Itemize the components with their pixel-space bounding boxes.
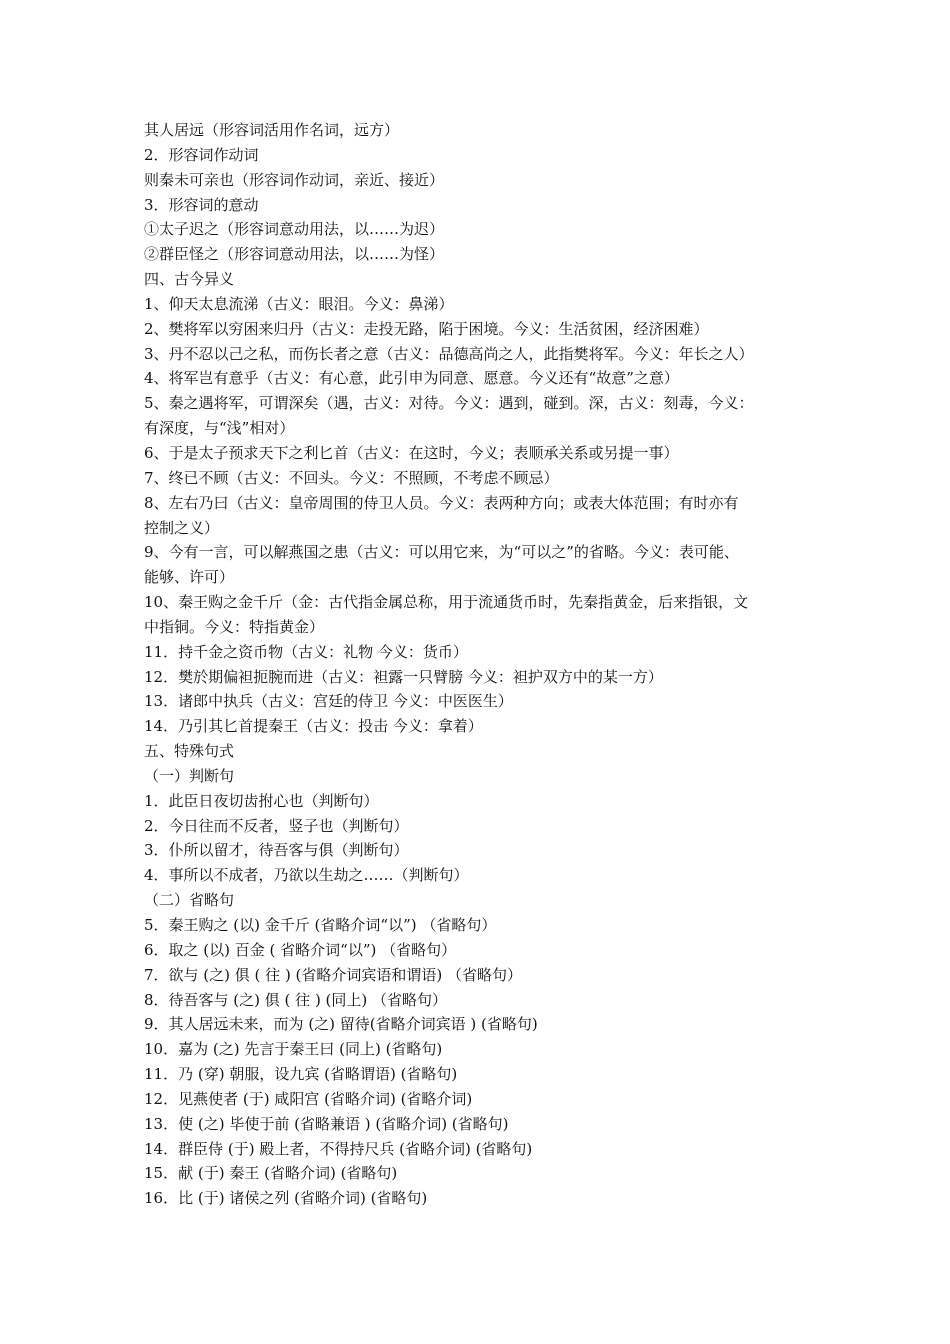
section-heading: 五、特殊句式	[144, 742, 235, 761]
list-item-continuation: 中指铜。今义：特指黄金）	[144, 617, 325, 636]
list-item: 9、今有一言，可以解燕国之患（古义：可以用它来，为“可以之”的省略。今义：表可能、	[144, 543, 739, 562]
document-body	[144, 118, 809, 1211]
list-item: 10．嘉为 (之) 先言于秦王曰 (同上) (省略句)	[144, 1040, 443, 1059]
list-item: 16．比 (于) 诸侯之列 (省略介词) (省略句)	[144, 1189, 428, 1208]
list-item: 4．事所以不成者，乃欲以生劫之……（判断句）	[144, 866, 469, 885]
list-item-continuation: 控制之义）	[144, 518, 220, 537]
list-item: 11．持千金之资币物（古义：礼物 今义：货币）	[144, 642, 468, 661]
list-item: 2．今日往而不反者，竖子也（判断句）	[144, 816, 409, 835]
list-item: 15．献 (于) 秦王 (省略介词) (省略句)	[144, 1164, 398, 1183]
section-heading: 四、古今异义	[144, 270, 235, 289]
list-item: 14．群臣侍 (于) 殿上者，不得持尺兵 (省略介词) (省略句)	[144, 1139, 533, 1158]
list-item: 13．诸郎中执兵（古义：宫廷的侍卫 今义：中医医生）	[144, 692, 513, 711]
list-item-continuation: 能够、许可）	[144, 568, 235, 587]
list-item: 4、将军岂有意乎（古义：有心意，此引申为同意、愿意。今义还有“故意”之意）	[144, 369, 679, 388]
list-item: 8．待吾客与 (之) 俱 ( 往 ) (同上) （省略句）	[144, 990, 448, 1009]
list-item: 9．其人居远未来，而为 (之) 留待(省略介词宾语 ) (省略句)	[144, 1015, 538, 1034]
list-item: 6．取之 (以) 百金 ( 省略介词“以”) （省略句）	[144, 940, 457, 959]
list-item: 12．见燕使者 (于) 咸阳宫 (省略介词) (省略介词)	[144, 1089, 473, 1108]
list-item: 8、左右乃曰（古义：皇帝周围的侍卫人员。今义：表两种方向；或表大体范围；有时亦有	[144, 493, 739, 512]
subsection-heading: （二）省略句	[144, 891, 235, 910]
list-item: 13．使 (之) 毕使于前 (省略兼语 ) (省略介词) (省略句)	[144, 1114, 509, 1133]
list-item: 7．欲与 (之) 俱 ( 往 ) (省略介词宾语和谓语) （省略句）	[144, 965, 523, 984]
list-item: 11．乃 (穿) 朝服，设九宾 (省略谓语) (省略句)	[144, 1065, 458, 1084]
list-item: 14．乃引其匕首提秦王（古义：投击 今义：拿着）	[144, 717, 483, 736]
section-heading: 3．形容词的意动	[144, 195, 259, 214]
list-item: 7、终已不顾（古义：不回头。今义：不照顾，不考虑不顾忌）	[144, 468, 559, 487]
section-heading: 2．形容词作动词	[144, 145, 259, 164]
list-item: 2、樊将军以穷困来归丹（古义：走投无路，陷于困境。今义：生活贫困，经济困难）	[144, 319, 709, 338]
list-item: 6、于是太子预求天下之利匕首（古义：在这时，今义；表顺承关系或另提一事）	[144, 443, 679, 462]
text-line: ①太子迟之（形容词意动用法，以……为迟）	[144, 220, 445, 239]
text-line: 则秦未可亲也（形容词作动词，亲近、接近）	[144, 170, 445, 189]
list-item: 3．仆所以留才，待吾客与俱（判断句）	[144, 841, 409, 860]
list-item: 5、秦之遇将军，可谓深矣（遇，古义：对待。今义：遇到，碰到。深，古义：刻毒，今义：	[144, 394, 754, 413]
list-item-continuation: 有深度，与“浅”相对）	[144, 419, 295, 438]
list-item: 12．樊於期偏袒扼腕而进（古义：袒露一只臂膀 今义：袒护双方中的某一方）	[144, 667, 663, 686]
list-item: 3、丹不忍以己之私，而伤长者之意（古义：品德高尚之人，此指樊将军。今义：年长之人）	[144, 344, 754, 363]
text-line: 其人居远（形容词活用作名词，远方）	[144, 121, 400, 139]
text-line: ②群臣怪之（形容词意动用法，以……为怪）	[144, 245, 445, 264]
list-item: 10、秦王购之金千斤（金：古代指金属总称，用于流通货币时，先秦指黄金，后来指银，文	[144, 593, 749, 612]
list-item: 1、仰天太息流涕（古义：眼泪。今义：鼻涕）	[144, 294, 454, 313]
list-item: 1．此臣日夜切齿拊心也（判断句）	[144, 791, 379, 810]
subsection-heading: （一）判断句	[144, 766, 235, 785]
list-item: 5．秦王购之 (以) 金千斤 (省略介词“以”) （省略句）	[144, 916, 497, 934]
